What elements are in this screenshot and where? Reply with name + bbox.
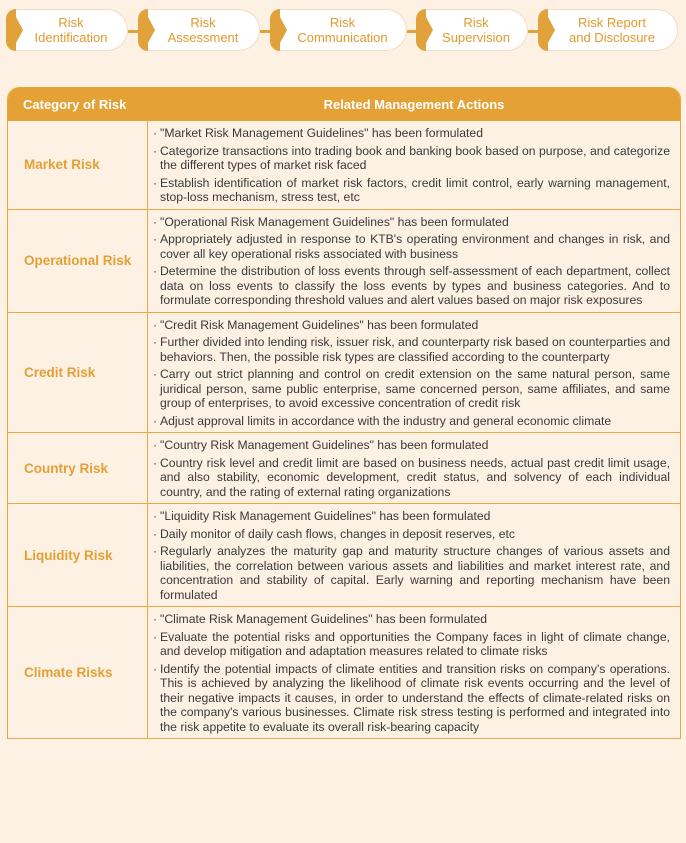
risk-category: Liquidity Risk bbox=[8, 504, 148, 606]
table-row bbox=[8, 432, 680, 503]
table-row bbox=[8, 121, 680, 209]
action-item: · "Country Risk Management Guidelines" has been formulated bbox=[154, 438, 670, 453]
action-item: · Determine the distribution of loss events through self-assessment of each department, collect data on loss events to classify the loss events by types and business categories. And to formulate corresponding threshold values and alert values based on major risk exposures bbox=[154, 264, 670, 308]
step-label: Risk Communication bbox=[297, 15, 388, 45]
management-actions bbox=[148, 504, 680, 606]
table-header bbox=[8, 87, 680, 121]
action-item: · Regularly analyzes the maturity gap and maturity structure changes of various assets and liabilities, the correlation between various assets and liabilities and market interest rate, and concentration and stability of capital. Early warning and reporting mechanism have been formulated bbox=[154, 544, 670, 602]
table-body bbox=[8, 121, 680, 738]
step-risk-identification bbox=[6, 9, 128, 51]
table-row bbox=[8, 312, 680, 433]
action-item: · Carry out strict planning and control on credit extension on the same natural person, same juridical person, same public enterprise, same concerned person, same affiliates, and same group of enterprises, to avoid excessive concentration of credit risk bbox=[154, 367, 670, 411]
action-item: · "Climate Risk Management Guidelines" has been formulated bbox=[154, 612, 670, 627]
action-item: · Appropriately adjusted in response to KTB's operating environment and changes in risk, and cover all key operational risks associated with business bbox=[154, 232, 670, 261]
action-item: · Identify the potential impacts of climate entities and transition risks on company's operations. This is achieved by analyzing the likelihood of climate risk events occurring and the level of their negative impacts it causes, in order to understand the effects of climate-related risks on the company's various businesses. Climate risk stress testing is performed and integrated into the risk appetite to evaluate its overall risk-bearing capacity bbox=[154, 662, 670, 735]
table-row bbox=[8, 503, 680, 606]
step-risk-supervision bbox=[416, 9, 528, 51]
step-label: Risk Assessment bbox=[167, 15, 239, 45]
action-item: · Daily monitor of daily cash flows, changes in deposit reserves, etc bbox=[154, 527, 670, 542]
action-item: · Country risk level and credit limit are based on business needs, actual past credit limit usage, and also stability, economic development, credit status, and solvency of each individual country, and the rating of external rating organizations bbox=[154, 456, 670, 500]
step-risk-assessment bbox=[138, 9, 260, 51]
management-actions bbox=[148, 433, 680, 503]
action-item: · "Operational Risk Management Guidelines" has been formulated bbox=[154, 215, 670, 230]
step-label: Risk Report and Disclosure bbox=[569, 15, 655, 45]
header-actions: Related Management Actions bbox=[323, 96, 505, 112]
risk-category: Climate Risks bbox=[8, 607, 148, 738]
action-item: · "Credit Risk Management Guidelines" has been formulated bbox=[154, 318, 670, 333]
step-label: Risk Supervision bbox=[442, 15, 510, 45]
risk-category: Market Risk bbox=[8, 121, 148, 209]
risk-category: Country Risk bbox=[8, 433, 148, 503]
step-label: Risk Identification bbox=[34, 15, 108, 45]
action-item: · "Liquidity Risk Management Guidelines" has been formulated bbox=[154, 509, 670, 524]
action-item: · Further divided into lending risk, issuer risk, and counterparty risk based on counterparties and behaviors. Then, the possible risk types are classified according to the counterparty bbox=[154, 335, 670, 364]
risk-process-steps bbox=[6, 9, 678, 53]
table-row bbox=[8, 606, 680, 738]
risk-management-table bbox=[7, 87, 681, 739]
action-item: · Establish identification of market risk factors, credit limit control, early warning management, stop-loss mechanism, stress test, etc bbox=[154, 176, 670, 205]
risk-category: Operational Risk bbox=[8, 210, 148, 312]
action-item: · Evaluate the potential risks and opportunities the Company faces in light of climate change, and develop mitigation and adaptation measures related to climate risks bbox=[154, 630, 670, 659]
management-actions bbox=[148, 121, 680, 209]
management-actions bbox=[148, 210, 680, 312]
management-actions bbox=[148, 607, 680, 738]
management-actions bbox=[148, 313, 680, 433]
risk-category: Credit Risk bbox=[8, 313, 148, 433]
header-category: Category of Risk bbox=[23, 96, 127, 112]
table-row bbox=[8, 209, 680, 312]
action-item: · Categorize transactions into trading book and banking book based on purpose, and categorize the different types of market risk faced bbox=[154, 144, 670, 173]
action-item: · "Market Risk Management Guidelines" has been formulated bbox=[154, 126, 670, 141]
action-item: · Adjust approval limits in accordance with the industry and general economic climate bbox=[154, 414, 670, 429]
step-risk-report-disclosure bbox=[538, 9, 678, 51]
step-risk-communication bbox=[270, 9, 407, 51]
